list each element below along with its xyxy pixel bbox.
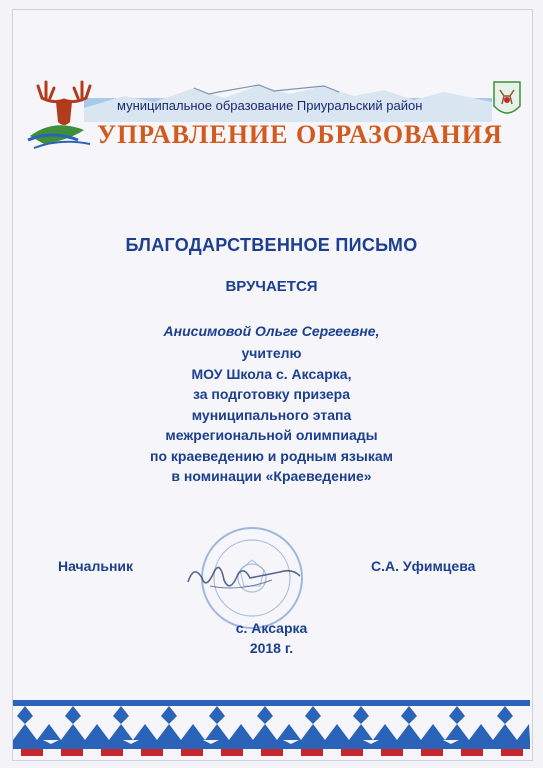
body-line: по краеведению и родным языкам	[149, 447, 393, 464]
body-line: межрегиональной олимпиады	[165, 427, 378, 443]
signatory-name: С.А. Уфимцева	[371, 558, 476, 574]
document-title: БЛАГОДАРСТВЕННОЕ ПИСЬМО	[125, 235, 418, 255]
body-text	[0, 343, 543, 487]
body-line: в номинации «Краеведение»	[171, 468, 372, 484]
body-line: МОУ Школа с. Аксарка,	[191, 365, 352, 382]
document-subtitle: ВРУЧАЕТСЯ	[225, 278, 318, 295]
banner-text: муниципальное образование Приуральский район	[117, 98, 423, 113]
handwritten-signature	[188, 568, 300, 586]
body-line: муниципального этапа	[191, 406, 352, 423]
place: с. Аксарка	[235, 620, 308, 636]
year: 2018 г.	[249, 640, 294, 656]
signatory-role: Начальник	[58, 558, 134, 574]
recipient-name: Анисимовой Ольге Сергеевне,	[163, 323, 380, 339]
body-line: учителю	[241, 345, 302, 361]
coat-of-arms-icon	[492, 80, 522, 120]
deer-logo	[24, 78, 104, 158]
header	[22, 68, 522, 158]
body-line: за подготовку призера	[192, 386, 351, 402]
ornament-border	[13, 700, 530, 756]
department-title: УПРАВЛЕНИЕ ОБРАЗОВАНИЯ	[97, 120, 503, 149]
